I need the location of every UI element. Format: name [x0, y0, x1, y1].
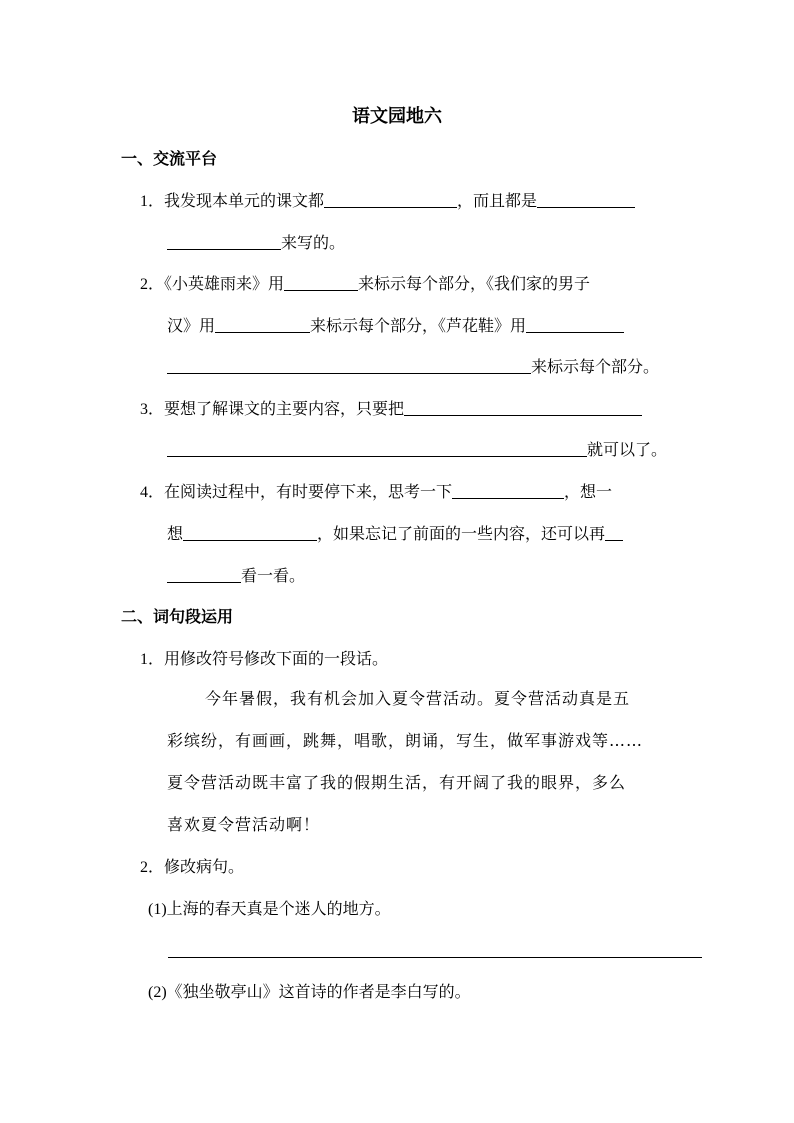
passage-line-4: 喜欢夏令营活动啊！: [167, 815, 321, 834]
page-title: 语文园地六: [352, 106, 442, 127]
question-1-3-cont: [167, 440, 667, 460]
question-text: ，想一: [564, 482, 613, 501]
question-number: 1．: [140, 193, 165, 210]
answer-blank[interactable]: [215, 316, 310, 333]
answer-blank[interactable]: [526, 316, 624, 333]
question-text: 想: [167, 524, 184, 543]
sub-question-number: (1): [148, 901, 167, 918]
question-1-3: [140, 399, 642, 420]
question-1-2-cont2: [167, 357, 659, 377]
question-text: 来标示每个部分，《芦花鞋》用: [310, 316, 527, 335]
answer-blank[interactable]: [167, 566, 241, 583]
question-text: 用修改符号修改下面的一段话。: [164, 649, 389, 668]
question-text: 修改病句。: [164, 857, 245, 876]
passage-line-3: 夏令营活动既丰富了我的假期生活，有开阔了我的眼界，多么: [167, 773, 627, 792]
question-text: ，而且都是: [457, 191, 538, 210]
question-1-4-cont: [167, 524, 623, 544]
answer-blank[interactable]: [537, 191, 635, 208]
question-text: 我发现本单元的课文都: [164, 191, 325, 210]
sub-question-1: [148, 899, 391, 920]
question-number: 4．: [140, 484, 165, 501]
sub-question-text: 《独坐敬亭山》这首诗的作者是李白写的。: [166, 982, 471, 1001]
sub-question-number: (2): [148, 984, 167, 1001]
passage-line-2: 彩缤纷，有画画，跳舞，唱歌，朗诵，写生，做军事游戏等……: [167, 731, 644, 750]
answer-blank[interactable]: [167, 233, 281, 250]
question-2-1: [140, 649, 388, 670]
question-1-1: [140, 191, 635, 212]
question-text: 要想了解课文的主要内容，只要把: [164, 399, 405, 418]
answer-blank[interactable]: [404, 399, 642, 416]
question-number: 2．: [140, 276, 165, 293]
question-text: 《小英雄雨来》用: [164, 274, 285, 293]
question-text: 来标示每个部分，《我们家的男子: [358, 274, 591, 293]
question-text: 来写的。: [281, 233, 346, 252]
question-text: 看一看。: [241, 566, 306, 585]
question-2-2: [140, 857, 244, 878]
question-1-2-cont: [167, 316, 624, 336]
answer-line[interactable]: [168, 957, 702, 958]
answer-blank[interactable]: [167, 357, 531, 374]
question-number: 3．: [140, 401, 165, 418]
section-heading-usage: 二、词句段运用: [121, 607, 234, 626]
answer-blank[interactable]: [452, 482, 564, 499]
answer-blank[interactable]: [183, 524, 317, 541]
question-text: 汉》用: [167, 316, 216, 335]
question-number: 2．: [140, 859, 165, 876]
question-1-4: [140, 482, 612, 503]
passage-line-1: 今年暑假，我有机会加入夏令营活动。夏令营活动真是五: [205, 689, 631, 708]
answer-blank[interactable]: [284, 274, 358, 291]
answer-blank[interactable]: [605, 524, 623, 541]
answer-blank[interactable]: [324, 191, 457, 208]
question-text: 就可以了。: [587, 440, 668, 459]
question-1-4-cont2: [167, 566, 305, 586]
question-1-2: [140, 274, 590, 295]
question-1-1-cont: [167, 233, 345, 253]
question-number: 1．: [140, 651, 165, 668]
question-text: 在阅读过程中，有时要停下来，思考一下: [164, 482, 453, 501]
answer-blank[interactable]: [167, 440, 587, 457]
sub-question-2: [148, 982, 471, 1003]
section-heading-exchange: 一、交流平台: [121, 149, 218, 168]
question-text: 来标示每个部分。: [531, 357, 660, 376]
sub-question-text: 上海的春天真是个迷人的地方。: [166, 899, 391, 918]
question-text: ，如果忘记了前面的一些内容，还可以再: [317, 524, 606, 543]
